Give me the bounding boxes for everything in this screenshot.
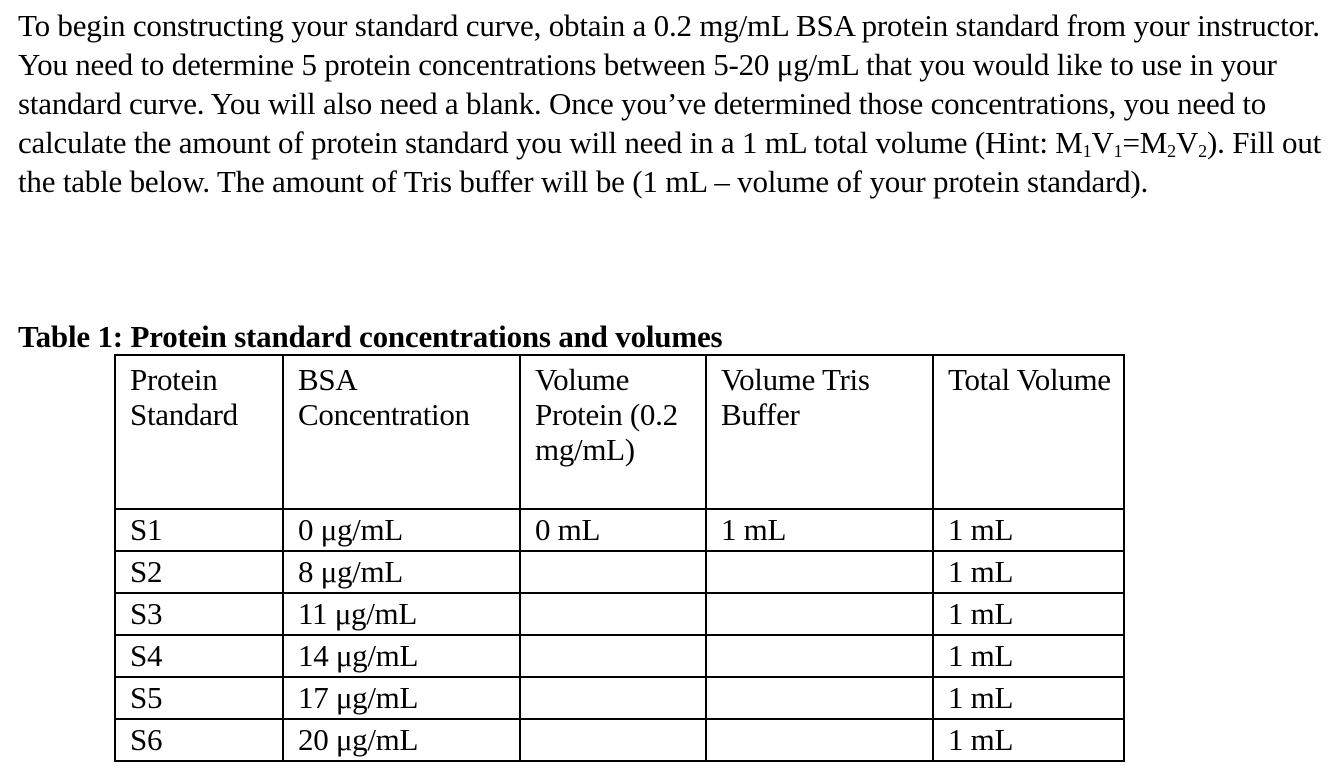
cell-volume-protein[interactable] <box>520 719 706 761</box>
cell-volume-tris[interactable] <box>706 593 933 635</box>
cell-standard: S3 <box>115 593 283 635</box>
cell-volume-protein[interactable] <box>520 677 706 719</box>
header-bsa-concentration: BSA Concentration <box>283 355 520 509</box>
cell-total-volume: 1 mL <box>933 509 1124 551</box>
header-protein-standard: Protein Standard <box>115 355 283 509</box>
cell-bsa-concentration: 8 μg/mL <box>283 551 520 593</box>
hint-v1-subscript: 1 <box>1113 141 1123 161</box>
cell-volume-tris[interactable] <box>706 635 933 677</box>
table-row <box>115 719 1124 761</box>
table-row <box>115 593 1124 635</box>
cell-volume-protein[interactable] <box>520 635 706 677</box>
header-total-volume: Total Volume <box>933 355 1124 509</box>
cell-total-volume: 1 mL <box>933 551 1124 593</box>
hint-m1: M <box>1055 125 1083 160</box>
cell-total-volume: 1 mL <box>933 719 1124 761</box>
cell-volume-tris[interactable] <box>706 551 933 593</box>
hint-m2: M <box>1139 125 1168 160</box>
cell-bsa-concentration: 14 μg/mL <box>283 635 520 677</box>
table-row <box>115 551 1124 593</box>
cell-standard: S5 <box>115 677 283 719</box>
cell-volume-protein[interactable]: 0 mL <box>520 509 706 551</box>
table-caption: Table 1: Protein standard concentrations and volumes <box>18 319 723 354</box>
cell-volume-tris[interactable]: 1 mL <box>706 509 933 551</box>
cell-standard: S1 <box>115 509 283 551</box>
table-row <box>115 509 1124 551</box>
cell-standard: S2 <box>115 551 283 593</box>
cell-bsa-concentration: 11 μg/mL <box>283 593 520 635</box>
cell-volume-tris[interactable] <box>706 719 933 761</box>
cell-standard: S4 <box>115 635 283 677</box>
cell-bsa-concentration: 17 μg/mL <box>283 677 520 719</box>
hint-v1: V <box>1091 125 1114 160</box>
cell-volume-protein[interactable] <box>520 593 706 635</box>
table-row <box>115 635 1124 677</box>
header-volume-tris-buffer: Volume Tris Buffer <box>706 355 933 509</box>
hint-v2-subscript: 2 <box>1198 141 1207 161</box>
table-row <box>115 677 1124 719</box>
hint-m1-subscript: 1 <box>1082 141 1092 161</box>
protein-standard-table <box>114 354 1125 762</box>
hint-v2: V <box>1175 125 1199 160</box>
instructions-text: To begin constructing your standard curve, obtain a 0.2 mg/mL BSA protein standard from your instructor. You need to determine 5 protein concentrations between 5-20 μg/mL that you would like to use in your standard curve. You will also need a blank. Once you’ve determined those concentrations, you need to calculate the amount of protein standard you will need in a 1 mL total volume (Hint: <box>18 8 1320 160</box>
cell-standard: S6 <box>115 719 283 761</box>
header-volume-protein: Volume Protein (0.2 mg/mL) <box>520 355 706 509</box>
cell-volume-tris[interactable] <box>706 677 933 719</box>
cell-total-volume: 1 mL <box>933 635 1124 677</box>
cell-total-volume: 1 mL <box>933 593 1124 635</box>
instructions-paragraph <box>18 6 1334 201</box>
cell-volume-protein[interactable] <box>520 551 706 593</box>
cell-bsa-concentration: 0 μg/mL <box>283 509 520 551</box>
hint-equals: = <box>1122 125 1140 160</box>
cell-bsa-concentration: 20 μg/mL <box>283 719 520 761</box>
table-header-row <box>115 355 1124 509</box>
cell-total-volume: 1 mL <box>933 677 1124 719</box>
hint-m2-subscript: 2 <box>1167 141 1176 161</box>
instructions-text-continued: ). Fill out the table below. The amount of Tris buffer will be (1 mL – volume of your protein standard). <box>18 125 1322 199</box>
